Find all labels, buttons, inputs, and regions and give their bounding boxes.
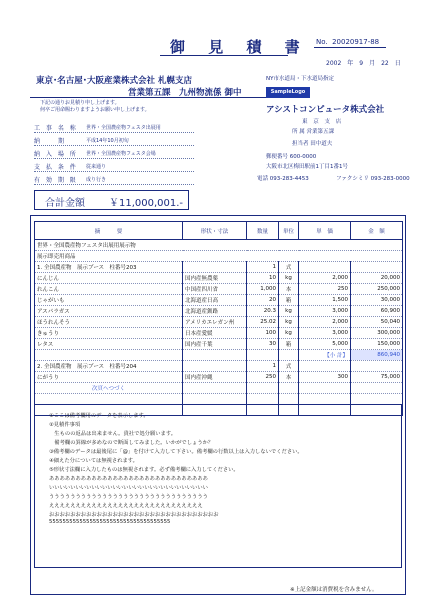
empty-cell <box>299 383 351 394</box>
info-label: 支 払 条 件 <box>34 164 78 171</box>
note-line: ああああああああああああああああああああああああああああああ <box>49 476 208 482</box>
header-shape: 形状・寸法 <box>183 222 247 240</box>
table-row <box>35 383 403 394</box>
note-line: 備考欄の罫線が多めなので断面してみました。いかがでしょうか？ <box>49 440 214 446</box>
info-row-delivery-date <box>34 135 194 146</box>
description-cell: 2. 全国農産物 展示ブース 柱番号204 <box>35 361 183 372</box>
document-title: 御 見 積 書 <box>170 38 309 56</box>
description-cell: レタス <box>35 339 183 350</box>
unit-price-cell: 3,000 <box>299 328 351 339</box>
info-value: 成り行き <box>86 177 107 183</box>
table-header-row <box>35 222 403 240</box>
table-row <box>35 361 403 372</box>
header-unit: 単位 <box>279 222 299 240</box>
description-cell: 1. 全国農産物 展示ブース 柱番号203 <box>35 262 183 273</box>
amount-cell: 250,000 <box>351 284 403 295</box>
table-row <box>35 372 403 383</box>
unit-cell: 式 <box>279 361 299 372</box>
empty-cell <box>247 383 279 394</box>
table-row <box>35 251 403 262</box>
table-row <box>35 306 403 317</box>
info-value: 平成14年10月初旬 <box>86 138 129 144</box>
supplier-address: 大阪市北区梅田駅前1丁目1番1号 <box>266 164 348 170</box>
section-heading-cell: 展示即売用商品 <box>35 251 403 262</box>
unit-cell <box>279 350 299 361</box>
customer-underline <box>30 97 290 98</box>
info-value: 従来通り <box>86 164 107 170</box>
section-heading-cell: 世界・全国農産物フェスタ出展用展示物 <box>35 240 403 251</box>
amount-cell: 20,000 <box>351 273 403 284</box>
amount-cell: 150,000 <box>351 339 403 350</box>
quantity-cell: 1 <box>247 361 279 372</box>
note-line: ④細えた分については無視されます。 <box>49 458 138 464</box>
table-row <box>35 317 403 328</box>
unit-price-cell <box>299 262 351 273</box>
description-cell: れんこん <box>35 284 183 295</box>
shape-cell <box>183 394 247 405</box>
amount-cell: 30,000 <box>351 295 403 306</box>
supplier-postal: 郵便番号 600-0000 <box>266 154 317 160</box>
note-line: おおおおおおおおおおおおおおおおおおおおおおおおおおおおおおおお <box>49 512 219 518</box>
amount-cell <box>351 394 403 405</box>
total-label: 合計金額 <box>45 198 85 209</box>
description-cell: ほうれんそう <box>35 317 183 328</box>
supplier-dept: 所 属 営業第五課 <box>292 129 334 135</box>
unit-price-cell: 3,000 <box>299 306 351 317</box>
empty-cell <box>183 383 247 394</box>
note-line: えええええええええええええええええええええええええええええ <box>49 503 203 509</box>
subtotal-label-cell: 【小 計】 <box>299 350 351 361</box>
lead-text <box>40 100 150 114</box>
shape-cell: アメリカエレガン州 <box>183 317 247 328</box>
lead-line-1: 下記の通りお見積り申し上げます。 <box>40 100 120 106</box>
unit-cell: 本 <box>279 372 299 383</box>
note-line: ①ここは備考欄用のデータを表示します。 <box>49 413 149 419</box>
quantity-cell: 25.02 <box>247 317 279 328</box>
note-line: ⑤形状寸法欄に入力したものは無視されます。必ず備考欄に入力してください。 <box>49 467 239 473</box>
unit-price-cell: 300 <box>299 372 351 383</box>
amount-cell: 60,900 <box>351 306 403 317</box>
shape-cell: 国内産無農薬 <box>183 273 247 284</box>
doc-no-underline <box>314 47 386 48</box>
issue-date: 2002 年 9 月 22 日 <box>326 60 401 67</box>
description-cell <box>35 394 183 405</box>
description-cell: アスパラガス <box>35 306 183 317</box>
unit-price-cell: 2,000 <box>299 273 351 284</box>
shape-cell: 国内産沖縄 <box>183 372 247 383</box>
tax-footnote: ※上記金額は消費税を含みません。 <box>290 587 378 593</box>
info-row-delivery-place <box>34 148 194 159</box>
shape-cell <box>183 262 247 273</box>
table-row <box>35 350 403 361</box>
unit-price-cell: 250 <box>299 284 351 295</box>
info-label: 工 事 名 称 <box>34 125 78 132</box>
amount-cell: 50,040 <box>351 317 403 328</box>
supplier-person: 担当者 田中道夫 <box>292 141 333 147</box>
quantity-cell: 30 <box>247 339 279 350</box>
table-row <box>35 262 403 273</box>
title-underline <box>160 55 288 56</box>
info-value: 世界・全国農産物フェスタ会場 <box>86 151 156 157</box>
unit-cell: 本 <box>279 284 299 295</box>
unit-cell: kg <box>279 273 299 284</box>
info-label: 納 期 <box>34 138 67 145</box>
continued-next-page-cell: 次頁へつづく <box>35 383 183 394</box>
header-unit-price: 単 価 <box>299 222 351 240</box>
table-row <box>35 284 403 295</box>
supplier-fax: ファクシミリ 093-283-0000 <box>336 176 410 182</box>
unit-cell <box>279 394 299 405</box>
empty-cell <box>279 383 299 394</box>
table-row <box>35 328 403 339</box>
customer-name-line2: 営業第五課 九州物流係 御中 <box>128 88 242 98</box>
total-value: ￥11,000,001.- <box>109 198 184 209</box>
quantity-cell: 20.3 <box>247 306 279 317</box>
document-number <box>316 38 379 46</box>
shape-cell: 中国産四川省 <box>183 284 247 295</box>
supplier-name: アシストコンピュータ株式会社 <box>266 105 385 115</box>
quantity-cell: 1 <box>247 262 279 273</box>
note-line: 555555555555555555555555555555555555 <box>49 519 171 525</box>
note-line: いいいいいいいいいいいいいいいいいいいいいいいいいいいいいい <box>49 485 208 491</box>
description-cell: にがうり <box>35 372 183 383</box>
unit-cell: kg <box>279 328 299 339</box>
company-logo: SampleLogo <box>266 87 310 98</box>
note-line: 生ものの返品は出来ません。貴社で処分願います。 <box>49 431 177 437</box>
note-line: ③備考欄のデータは最後尾に「@」を付けて入力して下さい。備考欄の行数以上は入力しないでください。 <box>49 449 303 455</box>
unit-cell: kg <box>279 317 299 328</box>
info-label: 有 効 期 限 <box>34 177 78 184</box>
unit-cell: kg <box>279 306 299 317</box>
items-table-body <box>35 240 403 416</box>
lead-line-2: 何卒ご用命賜わりますようお願い申し上げます。 <box>40 107 150 113</box>
shape-cell: 日本産愛媛 <box>183 328 247 339</box>
unit-cell: 箱 <box>279 339 299 350</box>
supplier-branch: 東 京 支 店 <box>302 119 344 125</box>
empty-cell <box>351 383 403 394</box>
quantity-cell <box>247 394 279 405</box>
header-description: 摘 要 <box>35 222 183 240</box>
unit-price-cell: 1,500 <box>299 295 351 306</box>
header-quantity: 数量 <box>247 222 279 240</box>
info-row-payment <box>34 161 194 172</box>
doc-no-label: No. <box>316 38 328 46</box>
total-amount-box <box>34 190 189 210</box>
table-row <box>35 240 403 251</box>
shape-cell: 北海道産日高 <box>183 295 247 306</box>
note-line: ②見積件事項 <box>49 422 81 428</box>
info-row-project <box>34 122 194 133</box>
table-row <box>35 394 403 405</box>
shape-cell: 北海道産釧路 <box>183 306 247 317</box>
quantity-cell: 10 <box>247 273 279 284</box>
note-line: うううううううううううううううううううううううううううううう <box>49 494 208 500</box>
unit-price-cell: 2,000 <box>299 317 351 328</box>
table-row <box>35 295 403 306</box>
unit-price-cell <box>299 361 351 372</box>
description-cell: きゅうり <box>35 328 183 339</box>
description-cell: にんじん <box>35 273 183 284</box>
designation-text: NY市水道局・下水道局指定 <box>266 76 334 82</box>
header-amount: 金 額 <box>351 222 403 240</box>
notes-box <box>34 404 402 568</box>
amount-cell <box>351 262 403 273</box>
supplier-phone: 電話 093-283-4453 <box>257 176 309 182</box>
quantity-cell: 100 <box>247 328 279 339</box>
quantity-cell: 20 <box>247 295 279 306</box>
shape-cell <box>183 361 247 372</box>
unit-cell: 式 <box>279 262 299 273</box>
quantity-cell: 250 <box>247 372 279 383</box>
quantity-cell: 1,000 <box>247 284 279 295</box>
unit-price-cell: 5,000 <box>299 339 351 350</box>
doc-no-value: 20020917-88 <box>332 38 380 46</box>
table-row <box>35 273 403 284</box>
description-cell: じゃがいも <box>35 295 183 306</box>
amount-cell <box>351 361 403 372</box>
unit-cell: 箱 <box>279 295 299 306</box>
subtotal-value-cell: 860,940 <box>351 350 403 361</box>
info-row-validity <box>34 174 194 185</box>
shape-cell <box>183 350 247 361</box>
shape-cell: 国内産千葉 <box>183 339 247 350</box>
unit-price-cell <box>299 394 351 405</box>
info-value: 世界・全国農産物フェスタ出展用 <box>86 125 161 131</box>
items-table <box>34 221 403 416</box>
customer-name-line1: 東京･名古屋･大阪産業株式会社 札幌支店 <box>36 76 192 86</box>
description-cell <box>35 350 183 361</box>
info-label: 納 入 場 所 <box>34 151 78 158</box>
quantity-cell <box>247 350 279 361</box>
table-row <box>35 339 403 350</box>
amount-cell: 75,000 <box>351 372 403 383</box>
amount-cell: 300,000 <box>351 328 403 339</box>
